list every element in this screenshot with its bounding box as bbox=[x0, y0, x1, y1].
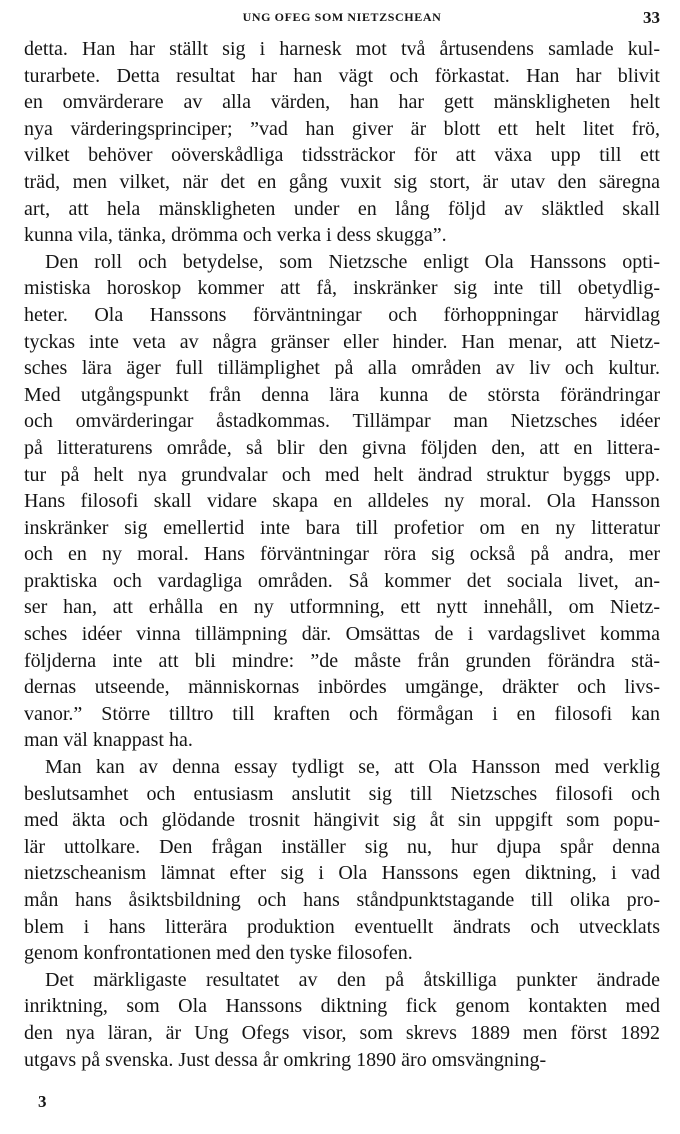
page-number: 33 bbox=[643, 8, 660, 27]
text-line: blem i hans litterära produktion eventuellt ändrats och utvecklats bbox=[24, 915, 660, 938]
text-line: man väl knappast ha. bbox=[24, 729, 193, 752]
text-line: vilket behöver oöverskådliga tidssträckor för att växa upp till ett bbox=[24, 144, 660, 167]
text-line: med äkta och glödande trosnit hängivit sig åt sin uppgift som popu- bbox=[24, 809, 660, 832]
text-line: Man kan av denna essay tydligt se, att Ola Hansson med verklig bbox=[45, 756, 660, 779]
text-line: nietzscheanism lämnat efter sig i Ola Hanssons egen diktning, i vad bbox=[24, 862, 660, 885]
text-line: och en ny moral. Hans förväntningar röra sig också på andra, mer bbox=[24, 543, 660, 566]
text-line: inriktning, som Ola Hanssons diktning fick genom kontakten med bbox=[24, 995, 660, 1018]
text-line: tur på helt nya grundvalar och med helt ändrad struktur byggs upp. bbox=[24, 463, 660, 486]
text-line: genom konfrontationen med den tyske filosofen. bbox=[24, 942, 413, 965]
text-line: vanor.” Större tilltro till kraften och förmågan i en filosofi kan bbox=[24, 702, 660, 725]
text-line: beslutsamhet och entusiasm anslutit sig till Nietzsches filosofi och bbox=[24, 782, 660, 805]
text-line: den nya läran, är Ung Ofegs visor, som skrevs 1889 men först 1892 bbox=[24, 1021, 660, 1044]
signature-mark: 3 bbox=[38, 1092, 47, 1111]
text-line: en omvärderare av alla värden, han har gett mänskligheten helt bbox=[24, 91, 660, 114]
text-line: och omvärderingar åstadkommas. Tillämpar man Nietzsches idéer bbox=[24, 410, 660, 433]
paragraph bbox=[24, 36, 660, 249]
text-line: detta. Han har ställt sig i harnesk mot två årtusendens samlade kul- bbox=[24, 38, 660, 60]
text-line: mån hans åsiktsbildning och hans ståndpunktstagande till olika pro- bbox=[24, 889, 660, 911]
text-line: Den roll och betydelse, som Nietzsche enligt Ola Hanssons opti- bbox=[45, 250, 660, 273]
running-head bbox=[24, 8, 660, 26]
book-page bbox=[24, 0, 660, 1134]
text-line: heter. Ola Hanssons förväntningar och förhoppningar härvidlag bbox=[24, 303, 660, 326]
text-line: nya värderingsprinciper; ”vad han giver är blott ett helt litet frö, bbox=[24, 117, 660, 140]
paragraph bbox=[24, 249, 660, 754]
paragraph bbox=[24, 967, 660, 1073]
text-line: Det märkligaste resultatet av den på åtskilliga punkter ändrade bbox=[45, 968, 660, 991]
text-line: turarbete. Detta resultat har han vägt och förkastat. Han har blivit bbox=[24, 64, 660, 87]
text-line: praktiska och vardagliga områden. Så kommer det sociala livet, an- bbox=[24, 569, 660, 592]
text-line: på litteraturens område, så blir den givna följden den, att en littera- bbox=[24, 436, 660, 459]
text-line: art, att hela mänskligheten under en lång följd av släktled skall bbox=[24, 197, 660, 220]
text-line: följderna inte att bli mindre: ”de måste från grunden förändra stä- bbox=[24, 649, 660, 672]
text-line: sches lära äger full tillämplighet på alla områden av liv och kultur. bbox=[24, 357, 660, 380]
text-line: kunna vila, tänka, drömma och verka i dess skugga”. bbox=[24, 224, 447, 247]
body-text bbox=[24, 36, 660, 1073]
paragraph bbox=[24, 754, 660, 967]
text-line: utgavs på svenska. Just dessa år omkring 1890 äro omsvängning- bbox=[24, 1048, 547, 1071]
text-line: Hans filosofi skall vidare skapa en alldeles ny moral. Ola Hansson bbox=[24, 490, 660, 513]
text-line: dernas utseende, människornas inbördes umgänge, dräkter och livs- bbox=[24, 676, 660, 699]
text-line: mistiska horoskop kommer att få, inskränker sig inte till obetydlig- bbox=[24, 277, 660, 300]
text-line: inskränker sig emellertid inte bara till profetior om en ny litteratur bbox=[24, 516, 660, 539]
text-line: träd, men vilket, när det en gång vuxit sig stort, är utav den säregna bbox=[24, 170, 660, 193]
text-line: Med utgångspunkt från denna lära kunna de största förändringar bbox=[24, 383, 660, 406]
running-title: UNG OFEG SOM NIETZSCHEAN bbox=[242, 10, 442, 24]
text-line: sches idéer vinna tillämpning där. Omsättas de i vardagslivet komma bbox=[24, 623, 660, 646]
text-line: lär uttolkare. Den frågan inställer sig nu, hur djupa spår denna bbox=[24, 835, 660, 858]
text-line: ser han, att erhålla en ny utformning, ett nytt innehåll, om Nietz- bbox=[24, 596, 660, 619]
text-line: tyckas inte veta av några gränser eller hinder. Han menar, att Nietz- bbox=[24, 330, 660, 353]
